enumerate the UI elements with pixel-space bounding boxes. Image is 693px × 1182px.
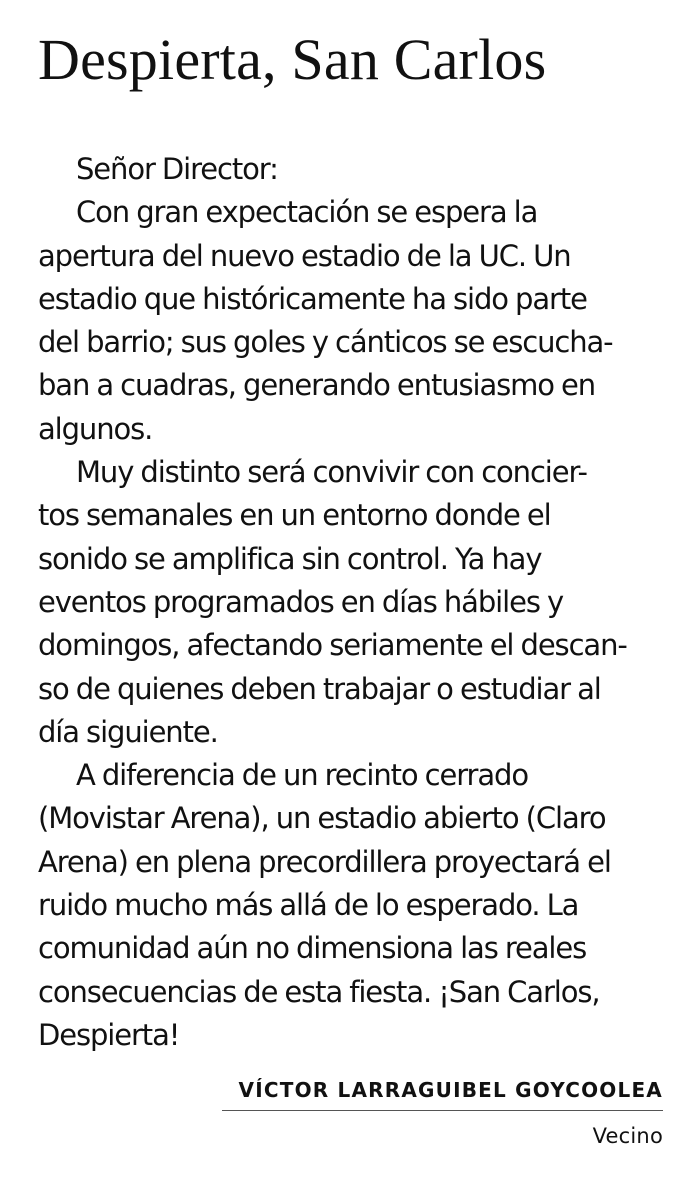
letter-line: apertura del nuevo estadio de la UC. Un bbox=[38, 238, 571, 273]
letter-line: domingos, afectando seriamente el descan- bbox=[38, 628, 627, 663]
letter-line: A diferencia de un recinto cerrado bbox=[76, 758, 529, 793]
letter-line: ruido mucho más allá de lo esperado. La bbox=[38, 888, 579, 923]
letter-line: so de quienes deben trabajar o estudiar al bbox=[38, 671, 601, 706]
letter-line: Arena) en plena precordillera proyectará el bbox=[38, 844, 611, 879]
letter-line: día siguiente. bbox=[38, 714, 218, 749]
letter-line: (Movistar Arena), un estadio abierto (Claro bbox=[38, 801, 606, 836]
letter-line: Despierta! bbox=[38, 1017, 180, 1052]
letter-line: sonido se amplifica sin control. Ya hay bbox=[38, 541, 542, 576]
letter-line: estadio que históricamente ha sido parte bbox=[38, 281, 587, 316]
letter-line: del barrio; sus goles y cánticos se escucha- bbox=[38, 325, 613, 360]
letter-line: tos semanales en un entorno donde el bbox=[38, 498, 551, 533]
letter-line: comunidad aún no dimensiona las reales bbox=[38, 931, 587, 966]
letter-line: ban a cuadras, generando entusiasmo en bbox=[38, 368, 596, 403]
letter-line: Muy distinto será convivir con concier- bbox=[76, 455, 587, 490]
author-divider bbox=[222, 1110, 663, 1111]
letter-line: Con gran expectación se espera la bbox=[76, 195, 538, 230]
letter-title: Despierta, San Carlos bbox=[38, 27, 547, 92]
author-name: VÍCTOR LARRAGUIBEL GOYCOOLEA bbox=[238, 1078, 663, 1102]
letter-line: Señor Director: bbox=[76, 152, 278, 186]
letter-line: eventos programados en días hábiles y bbox=[38, 584, 564, 619]
letter-line: algunos. bbox=[38, 411, 153, 446]
author-role: Vecino bbox=[592, 1124, 663, 1148]
letter-line: consecuencias de esta fiesta. ¡San Carlos, bbox=[38, 974, 600, 1009]
letter-body bbox=[38, 148, 668, 1057]
